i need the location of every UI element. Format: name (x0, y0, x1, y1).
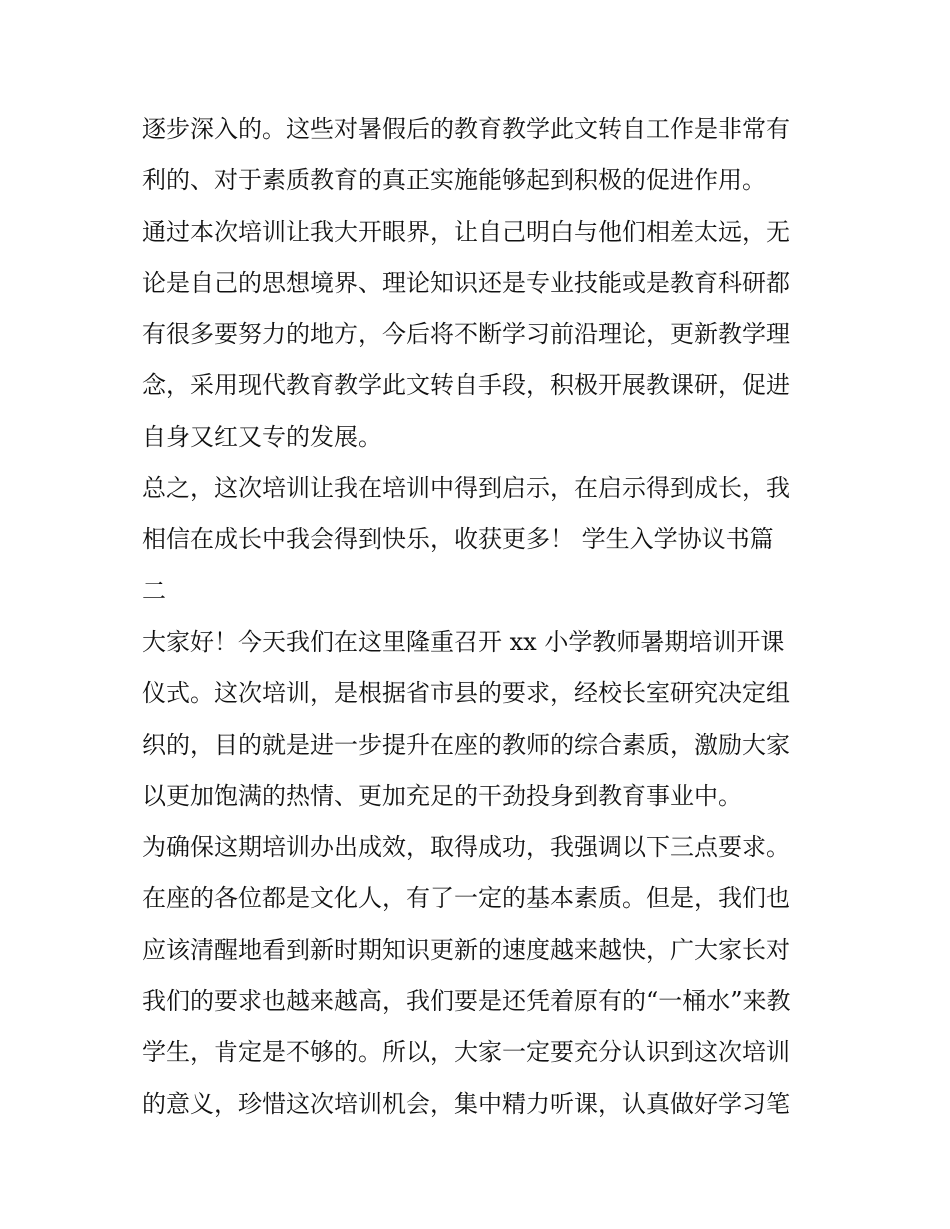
text-line: 织的，目的就是进一步提升在座的教师的综合素质，激励大家 (142, 730, 790, 759)
text-line: 通过本次培训让我大开眼界，让自己明白与他们相差太远，无 (142, 217, 790, 246)
text-line: 学生，肯定是不够的。所以，大家一定要充分认识到这次培训 (142, 1038, 790, 1067)
text-line: 总之，这次培训让我在培训中得到启示，在启示得到成长，我 (142, 474, 790, 503)
document-body (142, 104, 814, 1130)
text-line: 自身又红又专的发展。 (142, 422, 382, 451)
text-line: 应该清醒地看到新时期知识更新的速度越来越快，广大家长对 (142, 935, 790, 964)
text-line: 我们的要求也越来越高，我们要是还凭着原有的“一桶水”来教 (142, 987, 791, 1016)
text-line: 的意义，珍惜这次培训机会，集中精力听课，认真做好学习笔 (142, 1089, 790, 1118)
text-line: 念，采用现代教育教学此文转自手段，积极开展教课研，促进 (142, 371, 790, 400)
text-line: 相信在成长中我会得到快乐，收获更多！ 学生入学协议书篇 (142, 525, 774, 554)
text-line: 逐步深入的。这些对暑假后的教育教学此文转自工作是非常有 (142, 115, 790, 143)
text-line: 二 (142, 576, 166, 605)
text-line: 论是自己的思想境界、理论知识还是专业技能或是教育科研都 (142, 268, 790, 297)
text-line: 以更加饱满的热情、更加充足的干劲投身到教育事业中。 (142, 781, 742, 810)
text-line: 为确保这期培训办出成效，取得成功，我强调以下三点要求。 (142, 833, 790, 862)
text-line: 利的、对于素质教育的真正实施能够起到积极的促进作用。 (142, 166, 766, 195)
text-line: 仪式。这次培训，是根据省市县的要求，经校长室研究决定组 (142, 679, 790, 708)
text-line: 大家好！今天我们在这里隆重召开 xx 小学教师暑期培训开课 (142, 627, 785, 656)
text-line: 在座的各位都是文化人，有了一定的基本素质。但是，我们也 (142, 884, 790, 913)
text-line: 有很多要努力的地方，今后将不断学习前沿理论，更新教学理 (142, 320, 790, 349)
